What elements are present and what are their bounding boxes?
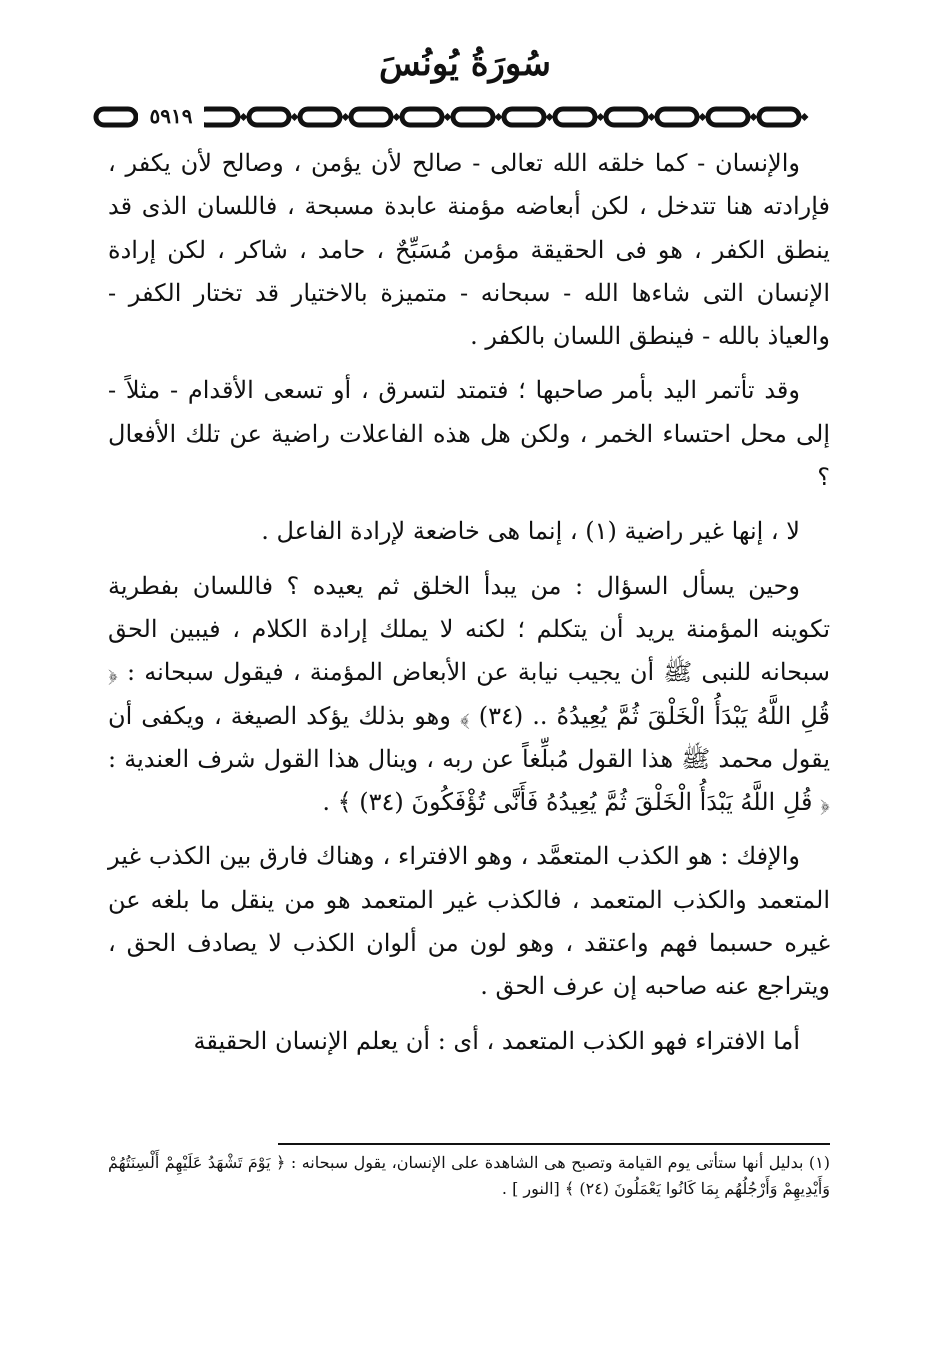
paragraph: أما الافتراء فهو الكذب المتعمد ، أى : أن يعلم الإنسان الحقيقة <box>193 1026 800 1055</box>
footnotes <box>108 1150 830 1202</box>
paragraph: وقد تأتمر اليد بأمر صاحبها ؛ فتمتد لتسرق ، أو تسعى الأقدام - مثلاً - إلى محل احتساء الخمر ، ولكن هل هذه الفاعلات راضية عن تلك الأفعال ؟ <box>108 376 830 492</box>
surah-title: سُورَةُ يُونُسَ <box>379 44 551 84</box>
paragraph: لا ، إنها غير راضية (١) ، إنما هى خاضعة لإرادة الفاعل . <box>261 517 800 546</box>
paragraph: والإنسان - كما خلقه الله تعالى - صالح لأن يؤمن ، وصالح لأن يكفر ، فإرادته هنا تتدخل ، لكن أبعاضه مؤمنة عابدة مسبحة ، فاللسان الذى قد ينطق الكفر ، هو فى الحقيقة مؤمن مُسَبِّحٌ ، حامد ، شاكر ، لكن إرادة الإنسان التى شاءها الله - سبحانه - متميزة بالاختيار قد تختار الكفر - والعياذ بالله - فينطق اللسان بالكفر . <box>108 149 830 351</box>
main-text <box>108 142 830 1074</box>
footnote-divider <box>278 1143 830 1145</box>
paragraph: والإفك : هو الكذب المتعمَّد ، وهو الافتراء ، وهناك فارق بين الكذب غير المتعمد والكذب المتعمد ، فالكذب غير المتعمد هو من ينقل ما بلغه عن غيره حسبما فهم واعتقد ، وهو لون من ألوان الكذب لا يصادف الحق ، ويتراجع عنه صاحبه إن عرف الحق . <box>108 842 830 1001</box>
footnote: (١) بدليل أنها ستأتى يوم القيامة وتصبح هى الشاهدة على الإنسان، يقول سبحانه : ﴿ يَوْمَ تَشْهَدُ عَلَيْهِمْ أَلْسِنَتُهُمْ وَأَيْدِيهِمْ وَأَرْجُلُهُم بِمَا كَانُوا يَعْمَلُونَ (٢٤) ﴾ [النور ] . <box>108 1153 830 1198</box>
page-number: ٥٩١٩ <box>138 103 204 129</box>
paragraph: وحين يسأل السؤال : من يبدأ الخلق ثم يعيده ؟ فاللسان بفطرية تكوينه المؤمنة يريد أن يتكلم ؛ لكنه لا يملك إرادة الكلام ، فيبين الحق سبحانه للنبى ﷺ أن يجيب نيابة عن الأبعاض المؤمنة ، فيقول سبحانه : ﴿ قُلِ اللَّهُ يَبْدَأُ الْخَلْقَ ثُمَّ يُعِيدُهُ .. (٣٤) ﴾ وهو بذلك يؤكد الصيغة ، ويكفى أن يقول محمد ﷺ هذا القول مُبلِّغاً عن ربه ، وينال هذا القول شرف العندية : ﴿ قُلِ اللَّهُ يَبْدَأُ الْخَلْقَ ثُمَّ يُعِيدُهُ فَأَنَّى تُؤْفَكُونَ (٣٤) ﴾ . <box>108 571 830 817</box>
